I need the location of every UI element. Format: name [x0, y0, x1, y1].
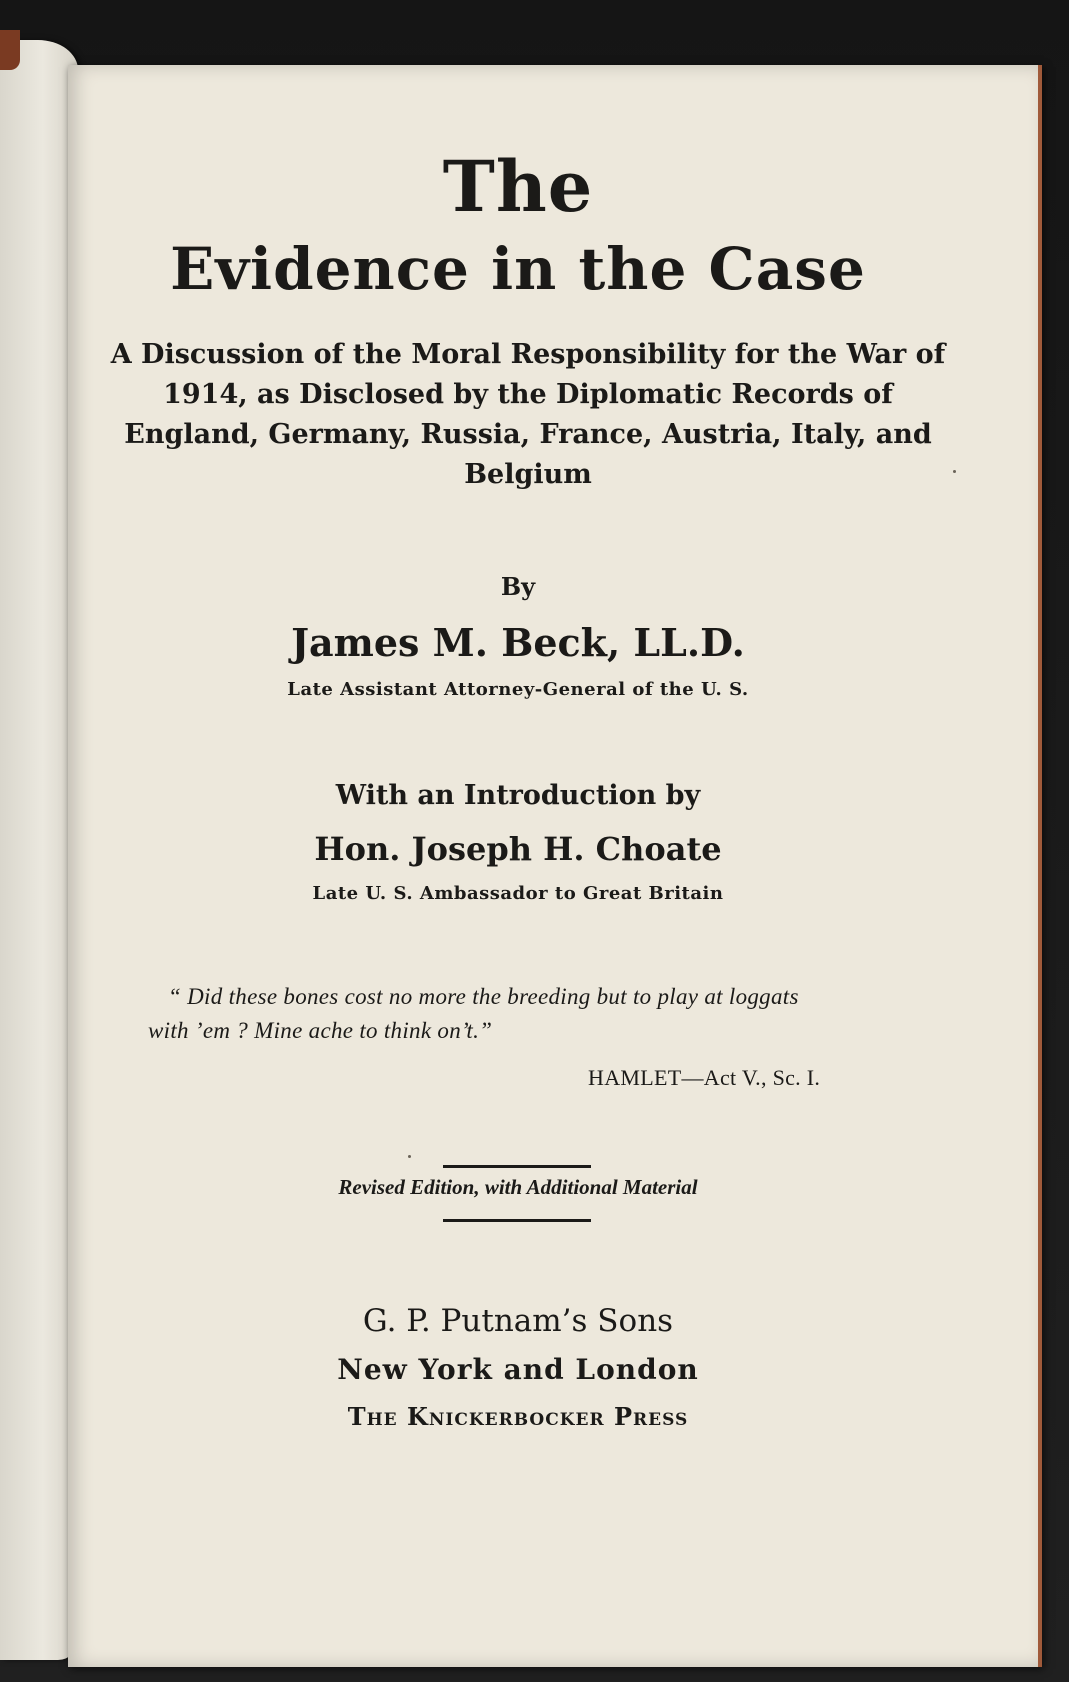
book-title: Evidence in the Case — [170, 235, 866, 303]
epigraph — [148, 980, 968, 1048]
epigraph-line-2: with ’em ? Mine ache to think on’t.” — [148, 1018, 493, 1043]
title-page — [68, 65, 1042, 1667]
divider-top — [443, 1165, 591, 1168]
paper-speck — [408, 1155, 411, 1158]
epigraph-attribution: HAMLET—Act V., Sc. I. — [588, 1065, 821, 1090]
introduction-author-title: Late U. S. Ambassador to Great Britain — [312, 883, 724, 904]
divider-bottom — [443, 1219, 591, 1222]
publisher-press: The Knickerbocker Press — [347, 1402, 689, 1431]
introduction-label: With an Introduction by — [335, 780, 701, 811]
author-name: James M. Beck, LL.D. — [291, 620, 745, 665]
author-title: Late Assistant Attorney-General of the U. S. — [287, 679, 749, 700]
publisher-name: G. P. Putnam’s Sons — [362, 1303, 674, 1339]
epigraph-line-1: “ Did these bones cost no more the breeding but to play at loggats — [168, 984, 799, 1009]
book-subtitle: A Discussion of the Moral Responsibility for the War of 1914, as Disclosed by the Diplomatic Records of England, Germany, Russia, France, Austria, Italy, and Belgium — [110, 339, 946, 490]
book-spine-edge — [0, 30, 20, 70]
introduction-author: Hon. Joseph H. Choate — [314, 830, 722, 868]
publisher-cities: New York and London — [337, 1353, 699, 1386]
by-label: By — [500, 572, 536, 601]
title-line-1: The — [442, 145, 594, 228]
paper-speck — [953, 470, 956, 473]
edition-note: Revised Edition, with Additional Material — [338, 1175, 698, 1199]
facing-page-edge — [0, 40, 78, 1660]
